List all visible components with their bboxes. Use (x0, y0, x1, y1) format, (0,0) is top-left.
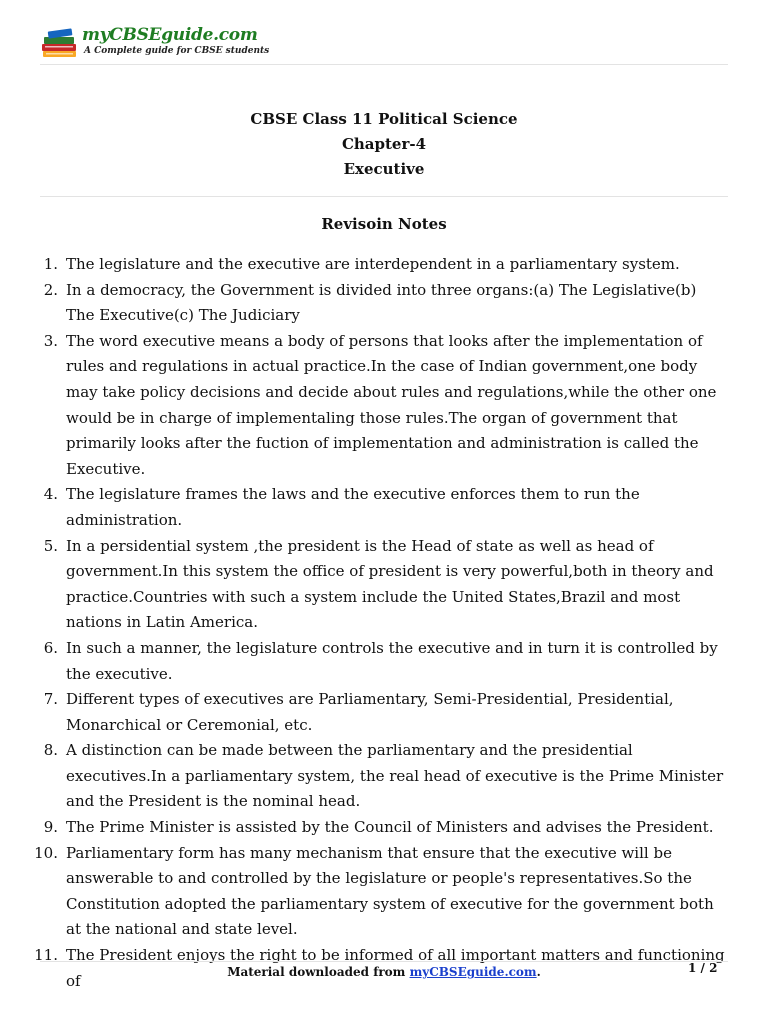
header-divider (40, 64, 728, 65)
list-item-text: In such a manner, the legislature controls the executive and in turn it is controlled by the executive. (66, 638, 718, 683)
logo-title: myCBSEguide.com (82, 25, 258, 45)
list-item (0, 738, 728, 815)
list-item-text: The legislature and the executive are interdependent in a parliamentary system. (66, 255, 680, 273)
document-title (0, 107, 768, 182)
list-item (0, 482, 728, 533)
list-item (0, 687, 728, 738)
list-item (0, 252, 728, 278)
footer-suffix: . (536, 965, 541, 979)
list-item (0, 329, 728, 483)
books-logo-icon (40, 24, 80, 60)
footer-divider (40, 961, 728, 962)
notes-list (0, 252, 768, 994)
list-item-number: 10. (34, 843, 58, 862)
notes-heading: Revisoin Notes (321, 215, 447, 233)
list-item (0, 815, 728, 841)
footer-prefix: Material downloaded from (227, 965, 410, 979)
list-item-text: In a democracy, the Government is divided into three organs:(a) The Legislative(b) The Executive(c) The Judiciary (66, 280, 697, 325)
list-item-text: The Prime Minister is assisted by the Council of Ministers and advises the President. (66, 818, 714, 837)
list-item-text: The word executive means a body of persons that looks after the implementation of rules and regulations in actual practice.In the case of Indian government,one body may take policy decisions and decide about rules and regulations,while the other one would be in charge of implementaling those rules.The organ of government that primarily looks after the fuction of implementation and administration is called the Executive. (66, 331, 717, 478)
page-number: 1 / 2 (688, 961, 718, 975)
list-item-number: 5. (43, 536, 58, 555)
title-line-1: CBSE Class 11 Political Science (250, 110, 518, 128)
list-item (0, 636, 728, 687)
list-item-text: The legislature frames the laws and the executive enforces them to run the administration. (66, 485, 640, 529)
list-item (0, 841, 728, 943)
list-item-text: A distinction can be made between the parliamentary and the presidential executives.In a parliamentary system, the real head of executive is the Prime Minister and the President is the nominal head. (66, 741, 724, 811)
footer (0, 963, 768, 981)
list-item-number: 4. (43, 485, 58, 504)
list-item-number: 8. (43, 741, 58, 760)
list-item-number: 11. (34, 946, 58, 965)
list-item-text: Different types of executives are Parliamentary, Semi-Presidential, Presidential, Monarchical or Ceremonial, etc. (66, 690, 674, 734)
list-item-number: 2. (43, 280, 58, 299)
list-item (0, 534, 728, 636)
site-header (40, 22, 730, 64)
list-item-number: 7. (43, 690, 58, 709)
list-item-text: The President enjoys the right to be informed of all important matters and functioning of (66, 946, 725, 990)
logo-tagline: A Complete guide for CBSE students (84, 46, 270, 56)
list-item (0, 278, 728, 329)
title-line-2: Chapter-4 (341, 135, 427, 153)
list-item-number: 6. (43, 638, 58, 657)
title-line-3: Executive (343, 160, 425, 178)
list-item-number: 3. (43, 331, 58, 350)
title-divider (40, 196, 728, 197)
list-item-text: In a persidential system ,the president is the Head of state as well as head of government.In this system the office of president is very powerful,both in theory and practice.Countries with such a system include the United States,Brazil and most nations in Latin America. (66, 536, 714, 632)
list-item-number: 1. (43, 255, 58, 273)
list-item-number: 9. (43, 818, 58, 837)
list-item-text: Parliamentary form has many mechanism that ensure that the executive will be answerable to and controlled by the legislature or people's representatives.So the Constitution adopted the parliamentary system of executive for the government both at the national and state level. (66, 843, 714, 939)
footer-site-link[interactable]: myCBSEguide.com (409, 965, 537, 979)
